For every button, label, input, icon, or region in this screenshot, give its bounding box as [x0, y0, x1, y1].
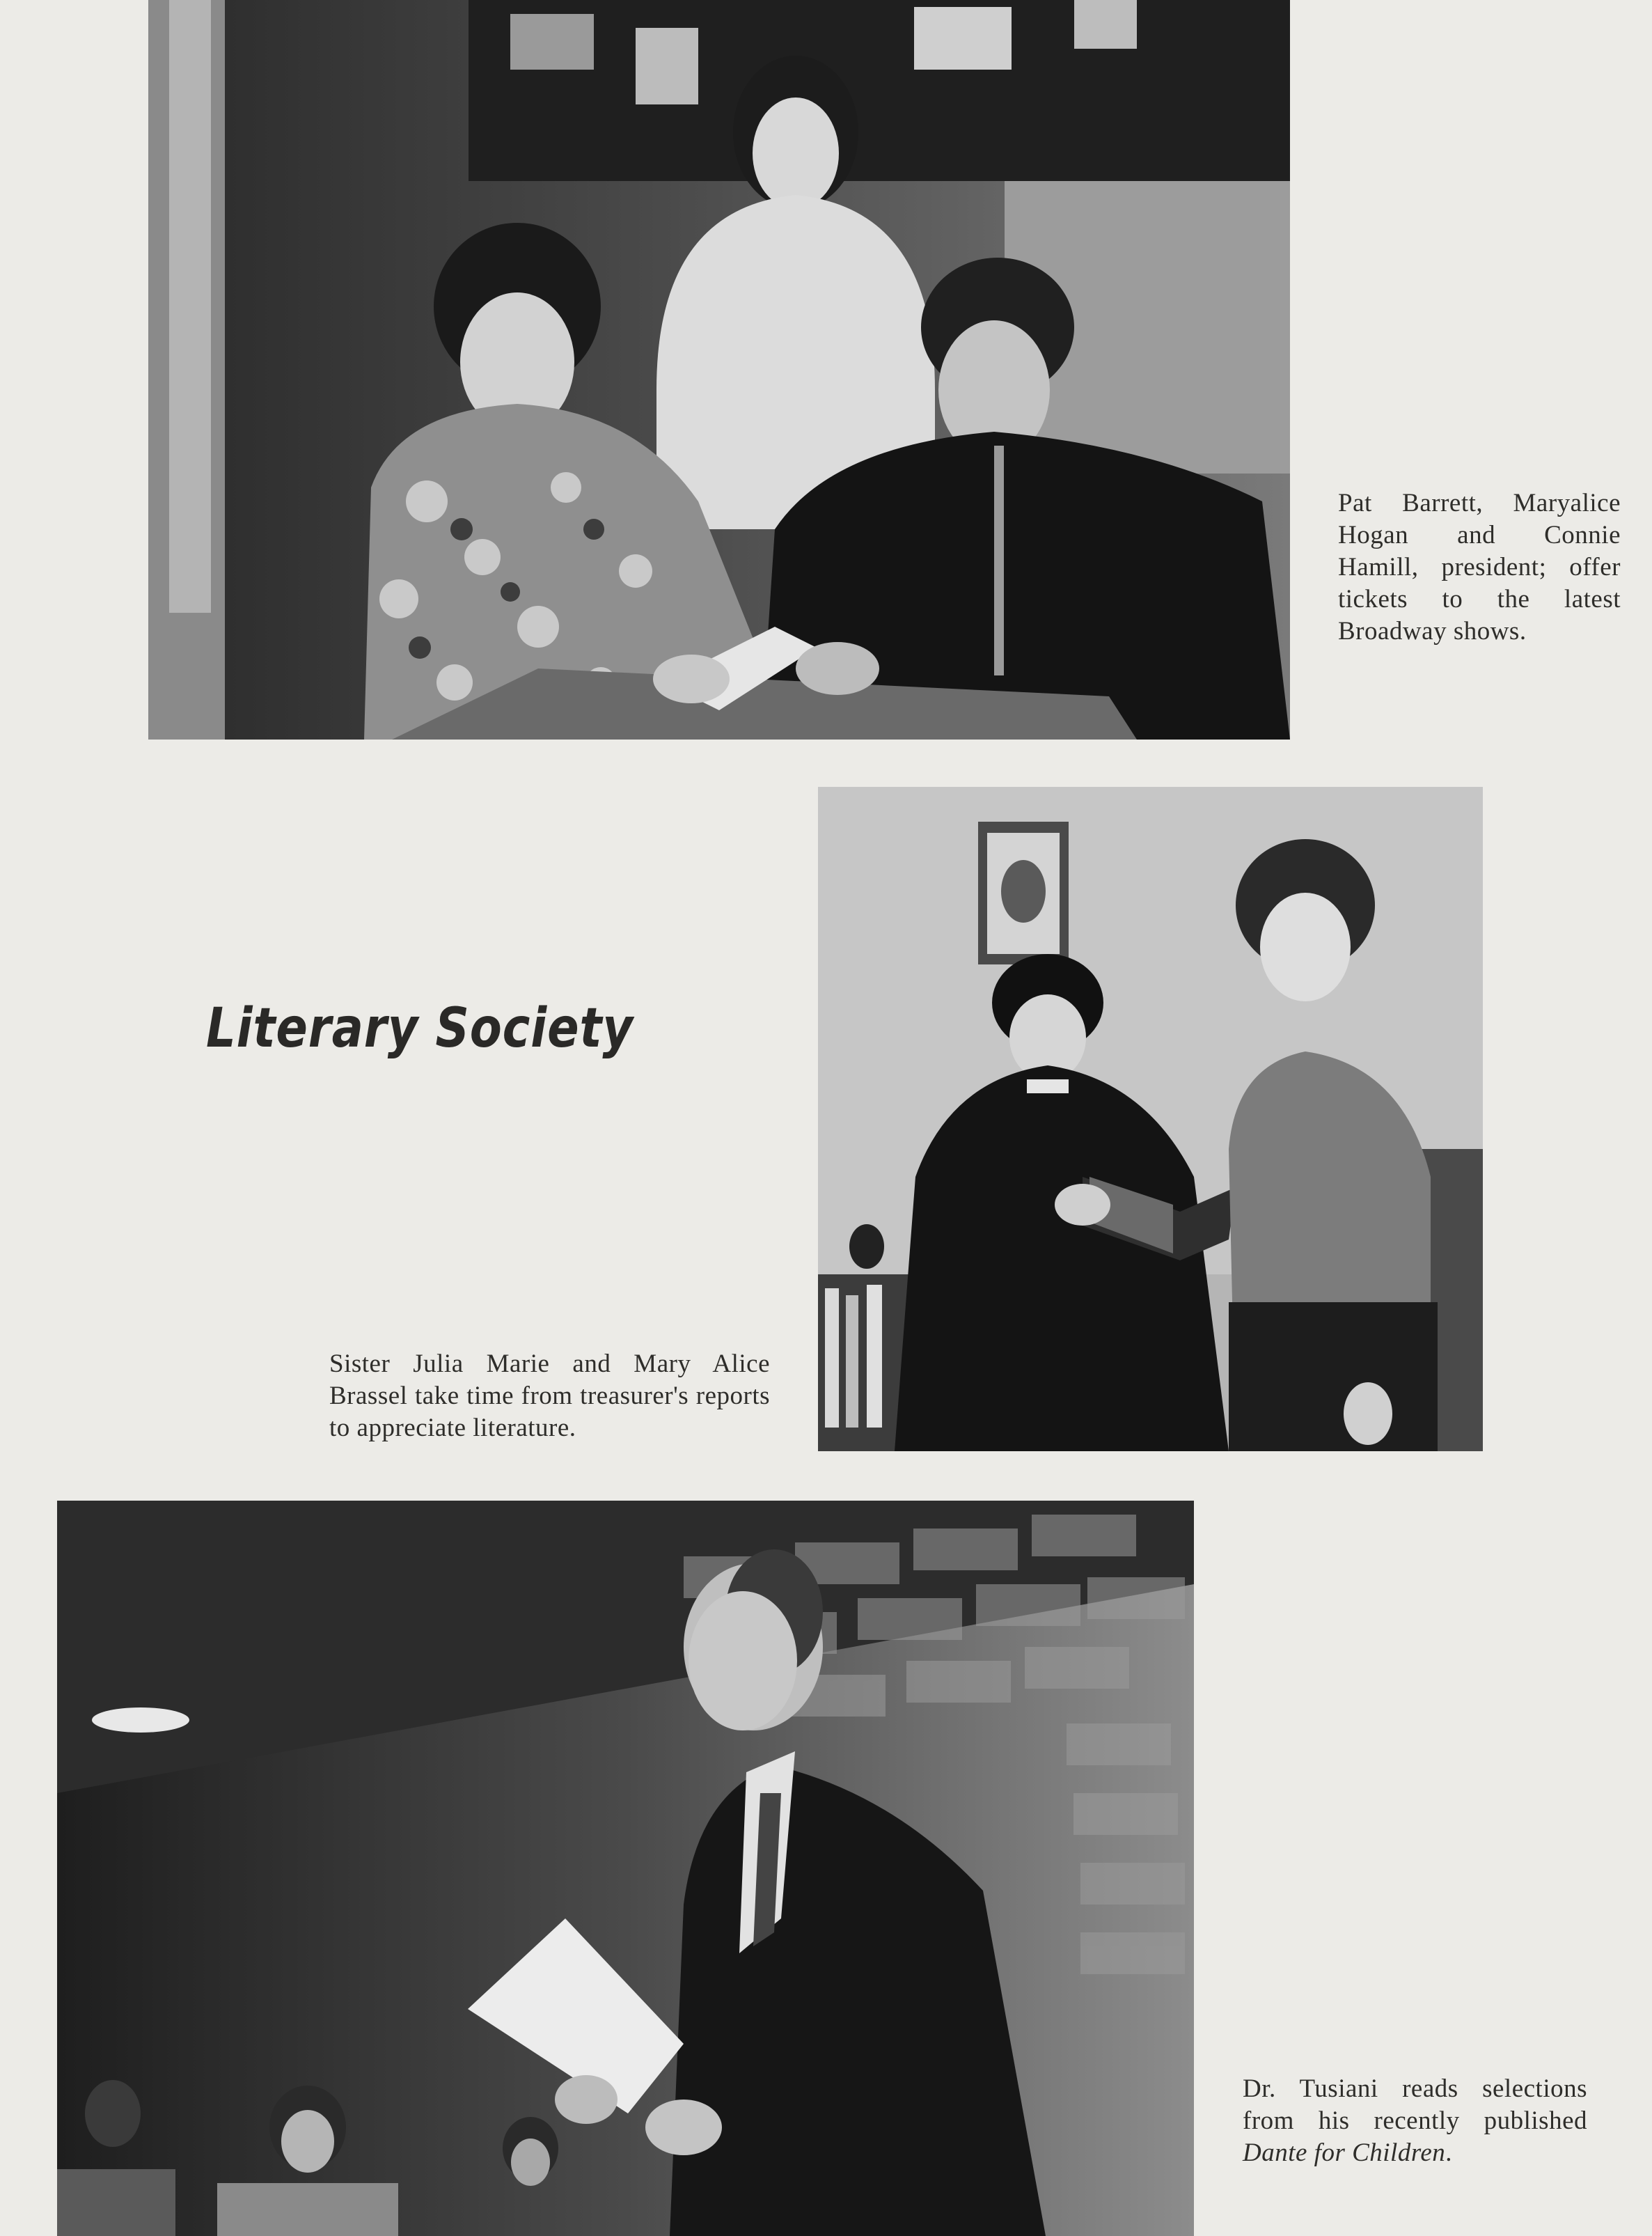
photo-dr-tusiani-reading: [57, 1501, 1194, 2236]
caption-dr-tusiani: [1243, 2073, 1587, 2169]
caption-sister-and-student: Sister Julia Marie and Mary Alice Brassel take time from treasurer's reports to appreciate literature.: [329, 1350, 770, 1442]
section-title: Literary Society: [206, 997, 634, 1060]
photo-three-women: [148, 0, 1290, 740]
caption-dr-tusiani-end: .: [1445, 2139, 1453, 2167]
photo-sister-and-student: [818, 787, 1483, 1451]
caption-three-women: Pat Barrett, Maryalice Hogan and Connie Hamill, president; offer tickets to the latest Broadway shows.: [1338, 489, 1621, 646]
caption-dr-tusiani-text: Dr. Tusiani reads selections from his recently published: [1243, 2074, 1587, 2135]
book-title: Dante for Children: [1243, 2139, 1446, 2167]
